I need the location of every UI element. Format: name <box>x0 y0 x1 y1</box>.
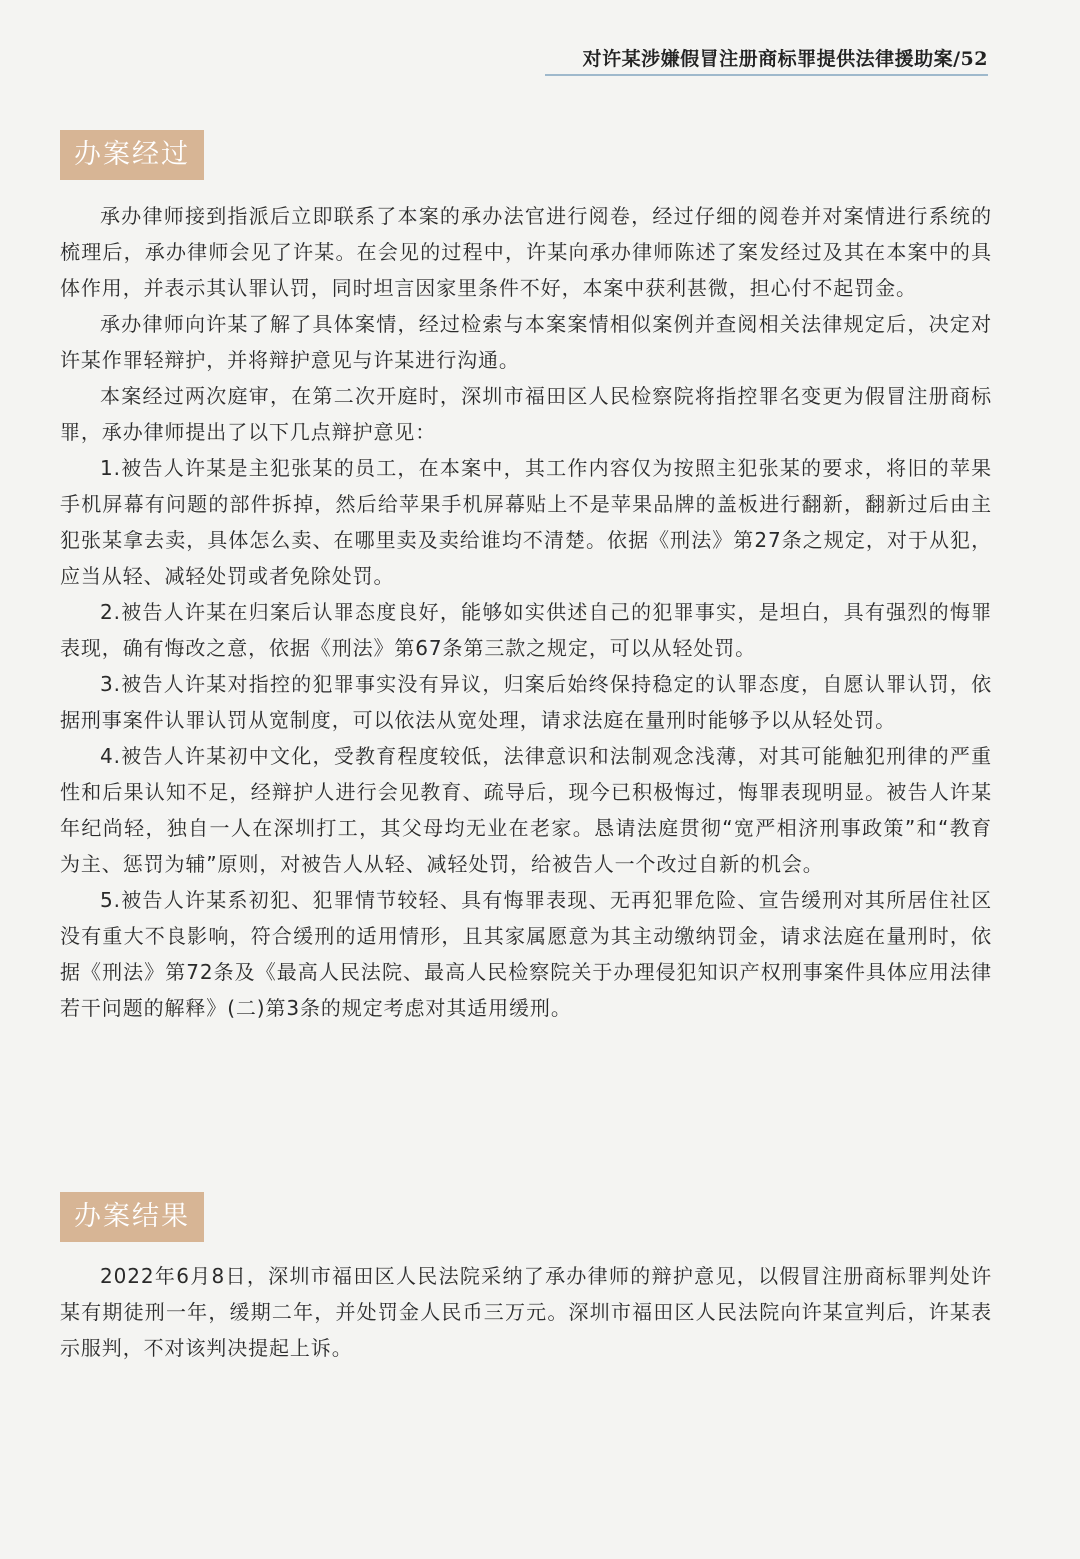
result-body <box>60 1258 992 1366</box>
paragraph: 2022年6月8日，深圳市福田区人民法院采纳了承办律师的辩护意见，以假冒注册商标罪判处许某有期徒刑一年，缓期二年，并处罚金人民币三万元。深圳市福田区人民法院向许某宣判后，许某表示服判，不对该判决提起上诉。 <box>60 1264 992 1360</box>
defense-point-3: 3.被告人许某对指控的犯罪事实没有异议，归案后始终保持稳定的认罪态度，自愿认罪认罚，依据刑事案件认罪认罚从宽制度，可以依法从宽处理，请求法庭在量刑时能够予以从轻处罚。 <box>60 672 992 732</box>
process-body <box>60 198 992 1026</box>
defense-point-2: 2.被告人许某在归案后认罪态度良好，能够如实供述自己的犯罪事实，是坦白，具有强烈的悔罪表现，确有悔改之意，依据《刑法》第67条第三款之规定，可以从轻处罚。 <box>60 600 992 660</box>
paragraph: 承办律师向许某了解了具体案情，经过检索与本案案情相似案例并查阅相关法律规定后，决定对许某作罪轻辩护，并将辩护意见与许某进行沟通。 <box>60 312 992 372</box>
header-divider <box>545 74 988 76</box>
section-heading-process: 办案经过 <box>60 130 204 180</box>
defense-point-4: 4.被告人许某初中文化，受教育程度较低，法律意识和法制观念浅薄，对其可能触犯刑律的严重性和后果认知不足，经辩护人进行会见教育、疏导后，现今已积极悔过，悔罪表现明显。被告人许某年纪尚轻，独自一人在深圳打工，其父母均无业在老家。恳请法庭贯彻“宽严相济刑事政策”和“教育为主、惩罚为辅”原则，对被告人从轻、减轻处罚，给被告人一个改过自新的机会。 <box>60 744 992 876</box>
paragraph: 本案经过两次庭审，在第二次开庭时，深圳市福田区人民检察院将指控罪名变更为假冒注册商标罪，承办律师提出了以下几点辩护意见： <box>60 384 992 444</box>
defense-point-5: 5.被告人许某系初犯、犯罪情节较轻、具有悔罪表现、无再犯罪危险、宣告缓刑对其所居住社区没有重大不良影响，符合缓刑的适用情形，且其家属愿意为其主动缴纳罚金，请求法庭在量刑时，依据《刑法》第72条及《最高人民法院、最高人民检察院关于办理侵犯知识产权刑事案件具体应用法律若干问题的解释》(二)第3条的规定考虑对其适用缓刑。 <box>60 888 992 1020</box>
section-heading-result: 办案结果 <box>60 1192 204 1242</box>
paragraph: 承办律师接到指派后立即联系了本案的承办法官进行阅卷，经过仔细的阅卷并对案情进行系统的梳理后，承办律师会见了许某。在会见的过程中，许某向承办律师陈述了案发经过及其在本案中的具体作用，并表示其认罪认罚，同时坦言因家里条件不好，本案中获利甚微，担心付不起罚金。 <box>60 204 992 300</box>
defense-point-1: 1.被告人许某是主犯张某的员工，在本案中，其工作内容仅为按照主犯张某的要求，将旧的苹果手机屏幕有问题的部件拆掉，然后给苹果手机屏幕贴上不是苹果品牌的盖板进行翻新，翻新过后由主犯张某拿去卖，具体怎么卖、在哪里卖及卖给谁均不清楚。依据《刑法》第27条之规定，对于从犯，应当从轻、减轻处罚或者免除处罚。 <box>60 456 992 588</box>
running-header-title: 对许某涉嫌假冒注册商标罪提供法律援助案/52 <box>582 48 988 70</box>
